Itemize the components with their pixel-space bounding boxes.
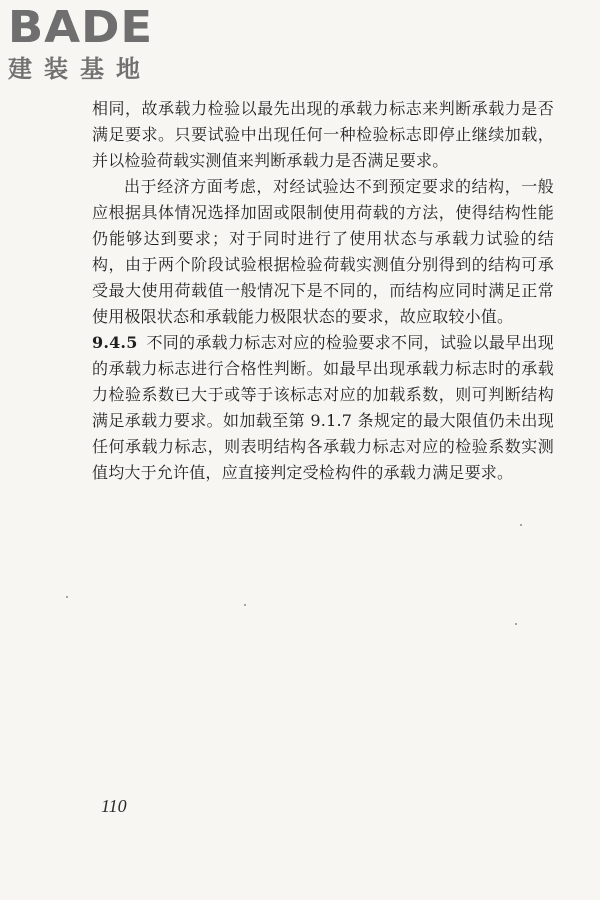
- paragraph-continued: 相同，故承载力检验以最先出现的承载力标志来判断承载力是否满足要求。只要试验中出现任何一种检验标志即停止继续加载，并以检验荷载实测值来判断承载力是否满足要求。: [92, 99, 554, 170]
- page-body: [92, 96, 554, 502]
- logo-subtitle: 建装基地: [8, 55, 152, 83]
- bade-logo: [8, 2, 178, 90]
- scan-speck: [515, 623, 517, 625]
- scan-speck: [244, 604, 246, 606]
- scan-speck: [520, 524, 522, 526]
- clause-9-4-5: [92, 330, 554, 486]
- clause-number: 9.4.5: [92, 333, 138, 352]
- clause-text: 不同的承载力标志对应的检验要求不同，试验以最早出现的承载力标志进行合格性判断。如最早出现承载力标志时的承载力检验系数已大于或等于该标志对应的加载系数，则可判断结构满足承载力要求。如加载至第 9.1.7 条规定的最大限值仍未出现任何承载力标志，则表明结构各承载力标志对应的检验系数实测值均大于允许值，应直接判定受检构件的承载力满足要求。: [92, 333, 554, 482]
- page-number: 110: [101, 796, 127, 816]
- logo-wordmark: BADE: [8, 2, 154, 53]
- paragraph-economic-consideration: 出于经济方面考虑，对经试验达不到预定要求的结构，一般应根据具体情况选择加固或限制使用荷载的方法，使得结构性能仍能够达到要求；对于同时进行了使用状态与承载力试验的结构，由于两个阶段试验根据检验荷载实测值分别得到的结构可承受最大使用荷载值一般情况下是不同的，而结构应同时满足正常使用极限状态和承载能力极限状态的要求，故应取较小值。: [92, 177, 554, 326]
- scan-speck: [66, 596, 68, 598]
